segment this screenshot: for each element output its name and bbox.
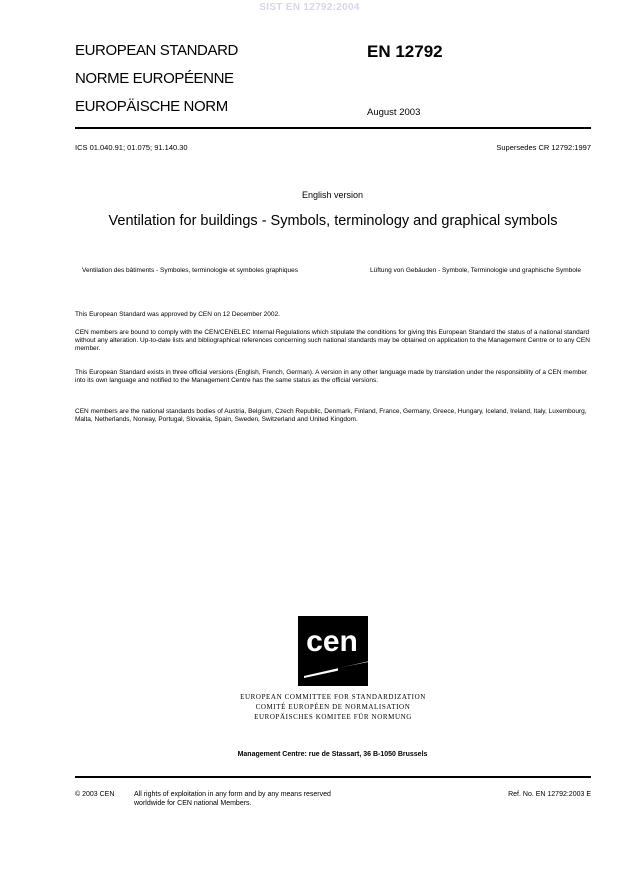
- header-rule: [75, 127, 591, 129]
- standard-number: EN 12792: [367, 42, 443, 61]
- cen-logo-text: cen: [306, 625, 358, 658]
- committee-name-fr: COMITÉ EUROPÉEN DE NORMALISATION: [255, 703, 411, 711]
- language-version: English version: [301, 190, 364, 200]
- rights-statement: [134, 791, 331, 808]
- members-paragraph: CEN members are the national standards bodies of Austria, Belgium, Czech Republic, Denmark, Finland, France, Germany, Greece, Hungary, Iceland, Ireland, Italy, Luxembourg, Malta, Netherlands, Norway, Portugal, Slovakia, Spain, Sweden, Switzerland and United Kingdom.: [75, 408, 587, 424]
- approval-paragraph: This European Standard was approved by CEN on 12 December 2002.: [75, 311, 280, 318]
- regulations-paragraph: CEN members are bound to comply with the CEN/CENELEC Internal Regulations which stipulate the conditions for giving this European Standard the status of a national standard without any alteration. Up-to-date lists and bibliographical references concerning such national standards may be obtained on application to the Management Centre or to any CEN member.: [75, 329, 590, 353]
- document-title: Ventilation for buildings - Symbols, terminology and graphical symbols: [108, 213, 558, 229]
- committee-name-de: EUROPÄISCHES KOMITEE FÜR NORMUNG: [254, 713, 412, 721]
- standard-title-en: EUROPEAN STANDARD: [75, 42, 238, 59]
- ics-codes: ICS 01.040.91; 01.075; 91.140.30: [75, 143, 188, 152]
- committee-name-en: EUROPEAN COMMITTEE FOR STANDARDIZATION: [240, 693, 426, 701]
- committee-names: [200, 692, 466, 722]
- footer-rule: [75, 776, 591, 778]
- cen-logo-icon: [298, 616, 368, 686]
- title-french: Ventilation des bâtiments - Symboles, terminologie et symboles graphiques: [81, 267, 299, 274]
- copyright: © 2003 CEN: [75, 791, 115, 798]
- standard-title-de: EUROPÄISCHE NORM: [75, 98, 228, 115]
- versions-paragraph: This European Standard exists in three official versions (English, French, German). A version in any other language made by translation under the responsibility of a CEN member into its own language and notified to the Management Centre has the same status as the official versions.: [75, 369, 588, 385]
- rights-line-2: worldwide for CEN national Members.: [134, 799, 252, 807]
- supersedes: Supersedes CR 12792:1997: [496, 143, 591, 152]
- watermark: SIST EN 12792:2004: [259, 2, 360, 13]
- title-german: Lüftung von Gebäuden - Symbole, Terminologie und graphische Symbole: [370, 267, 581, 274]
- standard-title-fr: NORME EUROPÉENNE: [75, 70, 234, 87]
- publication-date: August 2003: [367, 107, 421, 118]
- management-centre: Management Centre: rue de Stassart, 36 B-1050 Brussels: [237, 751, 428, 758]
- reference-number: Ref. No. EN 12792:2003 E: [508, 791, 591, 798]
- rights-line-1: All rights of exploitation in any form and by any means reserved: [134, 791, 331, 798]
